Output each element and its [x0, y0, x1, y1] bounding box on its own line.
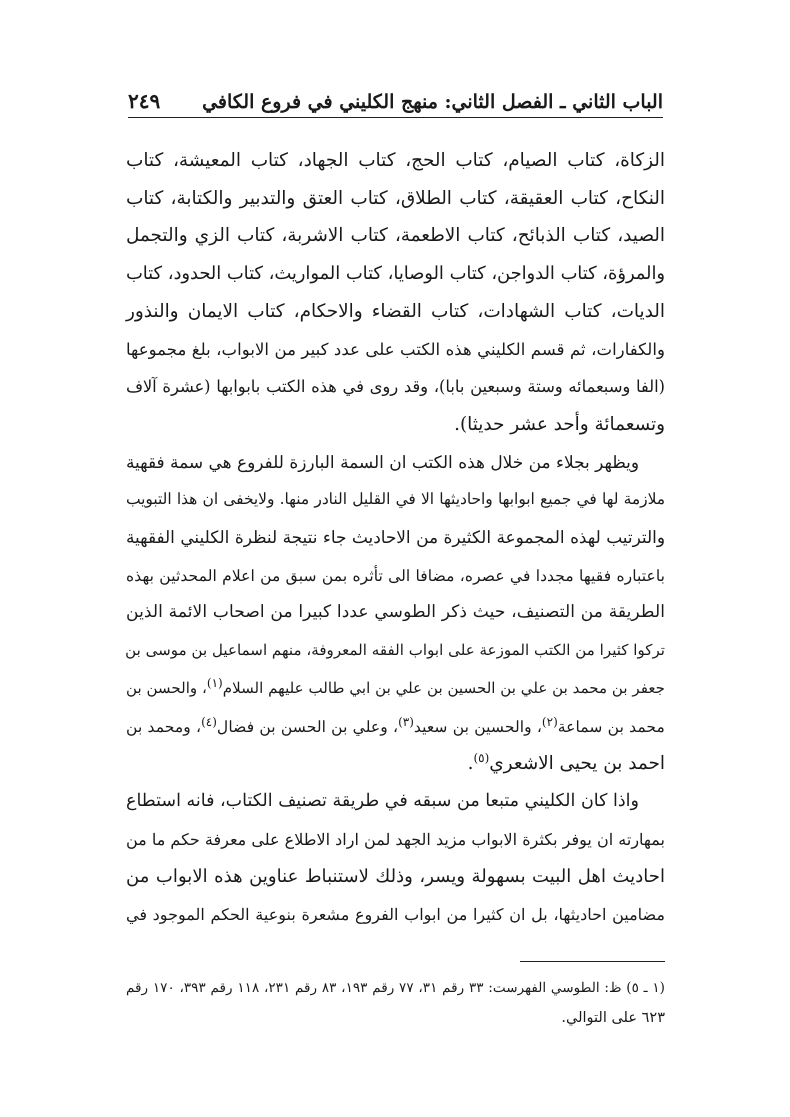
page-number: ٢٤٩: [128, 89, 161, 113]
text-line: مضامين احاديثها، بل ان كثيرا من ابواب الفروع مشعرة بنوعية الحكم الموجود في: [126, 905, 665, 925]
body-text: [126, 142, 665, 934]
footnote-ref-4[interactable]: (٤): [201, 714, 217, 729]
text-line: الصيد، كتاب الذبائح، كتاب الاطعمة، كتاب الاشربة، كتاب الزي والتجمل: [126, 225, 665, 247]
line-text: ، والحسين بن سعيد: [413, 716, 542, 736]
paragraph-2: [126, 444, 665, 783]
paragraph-1: [126, 142, 665, 444]
text-line: والمرؤة، كتاب الدواجن، كتاب الوصايا، كتاب المواريث، كتاب الحدود، كتاب: [126, 263, 665, 285]
footnote-ref-2[interactable]: (٢): [541, 714, 558, 729]
line-text: محمد بن سماعة: [557, 716, 665, 736]
text-line: باعتباره فقيها مجددا في عصره، مضافا الى تأثره بمن سبق من اعلام المحدثين بهذه: [126, 565, 665, 585]
text-line: الزكاة، كتاب الصيام، كتاب الحج، كتاب الجهاد، كتاب المعيشة، كتاب: [126, 150, 665, 171]
text-line: [126, 745, 665, 783]
text-line: ويظهر بجلاء من خلال هذه الكتب ان السمة البارزة للفروع هي سمة فقهية: [126, 451, 639, 472]
running-title: الباب الثاني ـ الفصل الثاني: منهج الكليني في فروع الكافي: [202, 91, 663, 113]
text-line: واذا كان الكليني متبعا من سبقه في طريقة تصنيف الكتاب، فانه استطاع: [126, 790, 639, 811]
text-line: وتسعمائة وأحد عشر حديثا).: [454, 413, 665, 435]
page-header: [128, 84, 663, 118]
text-line: (الفا وسبعمائه وستة وسبعين بابا)، وقد روى في هذه الكتب بابوابها (عشرة آلاف: [126, 377, 665, 397]
text-line: الديات، كتاب الشهادات، كتاب القضاء والاحكام، كتاب الايمان والنذور: [126, 300, 665, 322]
footnote-line: ٦٢٣ على التوالي.: [561, 1010, 665, 1026]
line-text: جعفر بن محمد بن علي بن الحسين بن علي بن ابي طالب عليهم السلام: [222, 678, 665, 697]
text-line: بمهارته ان يوفر بكثرة الابواب مزيد الجهد لمن اراد الاطلاع على معرفة حكم ما من: [126, 829, 665, 849]
text-line: والترتيب لهذه المجموعة الكثيرة من الاحاديث جاء نتيجة لنظرة الكليني الفقهية: [126, 527, 665, 548]
footnote-ref-1[interactable]: (١): [206, 675, 223, 690]
paragraph-3: [126, 783, 665, 934]
footnote-ref-5[interactable]: (٥): [473, 751, 490, 766]
line-text: احمد بن يحيى الاشعري: [489, 753, 665, 775]
footnote-ref-3[interactable]: (٣): [398, 714, 414, 729]
text-line: والكفارات، ثم قسم الكليني هذه الكتب على عدد كبير من الابواب، بلغ مجموعها: [126, 339, 665, 359]
line-text: ، والحسن بن: [125, 678, 207, 697]
footnote-line: (١ ـ ٥) ظ: الطوسي الفهرست: ٣٣ رقم ٣١، ٧٧ رقم ١٩٣، ٨٣ رقم ٢٣١، ١١٨ رقم ٣٩٣، ١٧٠ رقم: [126, 980, 665, 996]
line-text: ، وعلي بن الحسن بن فضال: [216, 716, 399, 736]
line-text: ، ومحمد بن: [126, 716, 202, 736]
footnote: [126, 973, 665, 1033]
footnote-separator: [520, 961, 665, 962]
line-text: .: [467, 753, 474, 775]
text-line: النكاح، كتاب العقيقة، كتاب الطلاق، كتاب العتق والتدبير والكتابة، كتاب: [126, 187, 665, 209]
text-line: احاديث اهل البيت بسهولة ويسر، وذلك لاستنباط عناوين هذه الابواب من: [126, 866, 665, 888]
text-line: [126, 708, 665, 746]
text-line: ملازمة لها في جميع ابوابها واحاديثها الا في القليل النادر منها. ولايخفى ان هذا التبويب: [126, 490, 665, 509]
text-line: الطريقة من التصنيف، حيث ذكر الطوسي عددا كبيرا من اصحاب الائمة الذين: [126, 602, 665, 623]
text-line: [126, 670, 665, 708]
text-line: تركوا كثيرا من الكتب الموزعة على ابواب الفقه المعروفة، منهم اسماعيل بن موسى بن: [125, 641, 665, 660]
